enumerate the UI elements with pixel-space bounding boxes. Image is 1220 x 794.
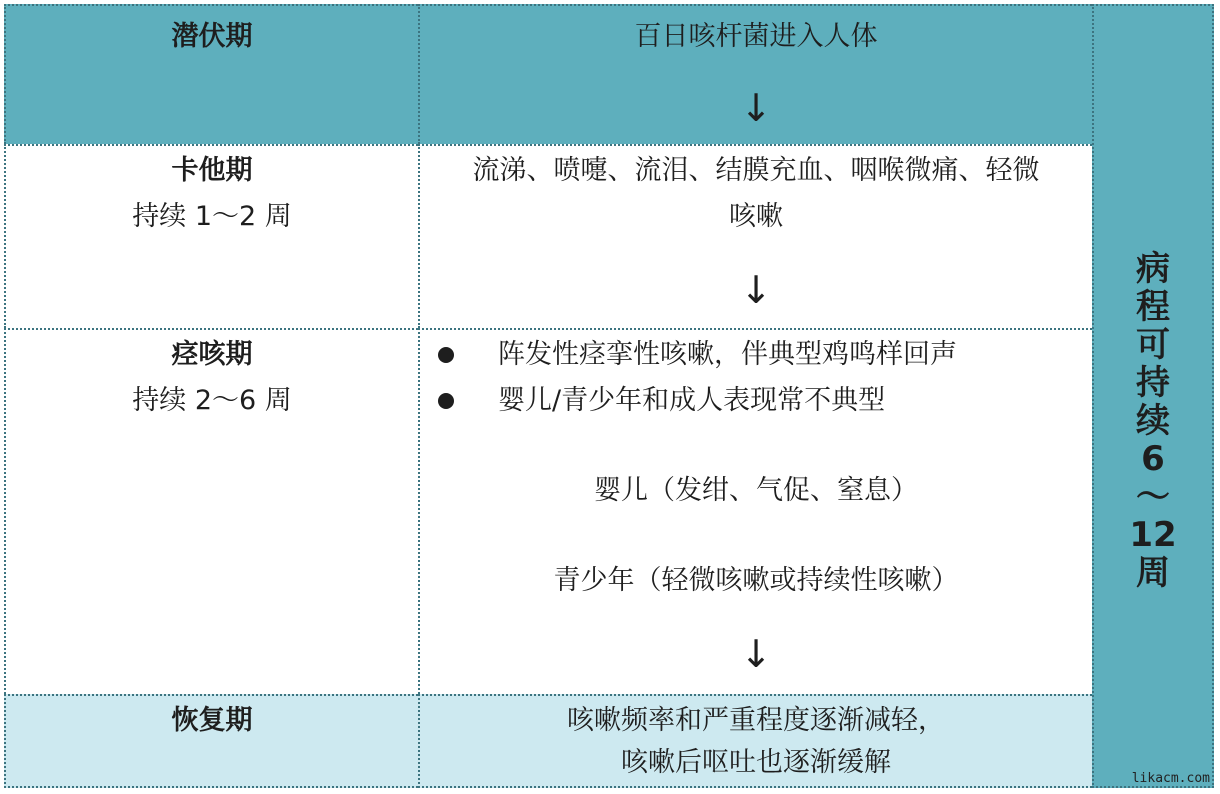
stage-convalescent-label: 恢复期 bbox=[171, 705, 253, 736]
paroxysmal-content-cell bbox=[418, 328, 1092, 694]
stage-catarrhal-label: 卡他期 bbox=[171, 155, 253, 186]
side-char: 续 bbox=[1136, 401, 1170, 441]
convalescent-content-line-1: 咳嗽频率和严重程度逐渐减轻， bbox=[567, 705, 945, 736]
down-arrow-icon: ↓ bbox=[740, 268, 772, 312]
side-char: 周 bbox=[1136, 553, 1170, 593]
bullet-text: 阵发性痉挛性咳嗽，伴典型鸡鸣样回声 bbox=[498, 339, 957, 370]
stage-catarrhal-duration: 持续 1～2 周 bbox=[132, 201, 292, 232]
convalescent-content-line-2: 咳嗽后呕吐也逐渐缓解 bbox=[621, 747, 891, 778]
stage-latent-label: 潜伏期 bbox=[171, 21, 253, 52]
down-arrow-icon: ↓ bbox=[740, 632, 772, 676]
side-char: 12 bbox=[1129, 515, 1177, 555]
convalescent-content-cell bbox=[418, 694, 1092, 788]
stage-convalescent-cell bbox=[4, 694, 418, 788]
bullet-text: 婴儿/青少年和成人表现常不典型 bbox=[498, 385, 886, 416]
side-char: ～ bbox=[1136, 477, 1170, 517]
bullet-icon bbox=[438, 393, 454, 409]
stage-paroxysmal-cell bbox=[4, 328, 418, 694]
stage-catarrhal-cell bbox=[4, 144, 418, 328]
course-duration-column bbox=[1092, 4, 1214, 788]
catarrhal-content-cell bbox=[418, 144, 1092, 328]
latent-content-line: 百日咳杆菌进入人体 bbox=[634, 21, 878, 52]
side-char: 可 bbox=[1136, 325, 1170, 365]
down-arrow-icon: ↓ bbox=[740, 86, 772, 130]
side-char: 程 bbox=[1136, 287, 1170, 327]
infant-symptoms: 婴儿（发绀、气促、窒息） bbox=[594, 475, 918, 506]
stage-latent-cell bbox=[4, 4, 418, 144]
catarrhal-content-line-1: 流涕、喷嚏、流泪、结膜充血、咽喉微痛、轻微 bbox=[472, 155, 1040, 186]
catarrhal-content-line-2: 咳嗽 bbox=[729, 201, 783, 232]
side-char: 持 bbox=[1136, 363, 1170, 403]
side-char: 病 bbox=[1136, 249, 1170, 289]
side-char: 6 bbox=[1141, 439, 1165, 479]
stage-paroxysmal-duration: 持续 2～6 周 bbox=[132, 385, 292, 416]
stage-paroxysmal-label: 痉咳期 bbox=[171, 339, 253, 370]
latent-content-cell bbox=[418, 4, 1092, 144]
adolescent-symptoms: 青少年（轻微咳嗽或持续性咳嗽） bbox=[553, 565, 959, 596]
bullet-icon bbox=[438, 347, 454, 363]
course-duration-label bbox=[1094, 250, 1212, 592]
watermark: likacm.com bbox=[1131, 771, 1210, 786]
